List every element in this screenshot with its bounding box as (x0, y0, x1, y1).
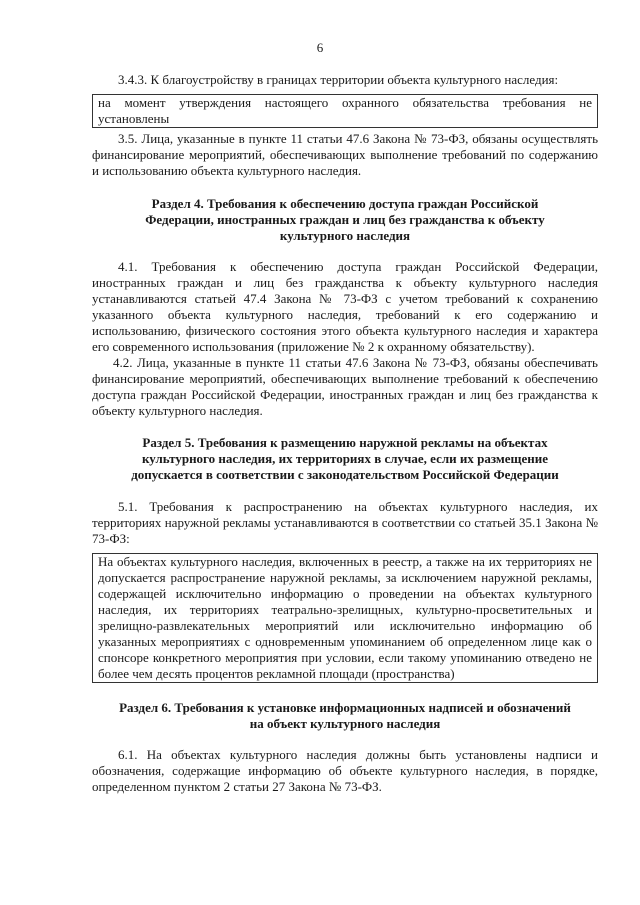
paragraph-3-5: 3.5. Лица, указанные в пункте 11 статьи 47.6 Закона № 73-ФЗ, обязаны осуществлять финансирование мероприятий, обеспечивающих выполнение требований по содержанию и использованию объекта культурного наследия. (92, 131, 598, 178)
document-body (92, 72, 598, 795)
page-number: 6 (316, 40, 324, 55)
paragraph-6-1: 6.1. На объектах культурного наследия должны быть установлены надписи и обозначения, содержащие информацию об объекте культурного наследия, в порядке, определенном пунктом 2 статьи 27 Закона № 73-ФЗ. (92, 747, 598, 794)
paragraph-4-2: 4.2. Лица, указанные в пункте 11 статьи 47.6 Закона № 73-ФЗ, обязаны обеспечивать финансирование мероприятий, обеспечивающих выполнение требований к обеспечению доступа граждан Российской Федерации, иностранных граждан и лиц без гражданства к объекту культурного наследия. (92, 355, 598, 418)
section-4-heading: Раздел 4. Требования к обеспечению доступа граждан Российской Федерации, иностранных граждан и лиц без гражданства к объекту культурного наследия (145, 196, 545, 243)
boxed-text-advertising: На объектах культурного наследия, включенных в реестр, а также на их территориях не допускается распространение наружной рекламы, за исключением наружной рекламы, содержащей исключительно информацию о проведении на объектах культурного наследия, их территориях театрально-зрелищных, культурно-просветительных и зрелищно-развлекательных мероприятий или исключительно информацию об указанных мероприятиях с одновременным упоминанием об определенном лице как о спонсоре конкретного мероприятия при условии, если такому упоминанию отведено не более чем десять процентов рекламной площади (пространства) (92, 553, 598, 683)
section-6-heading: Раздел 6. Требования к установке информационных надписей и обозначений на объект культурного наследия (119, 700, 571, 731)
paragraph-4-1: 4.1. Требования к обеспечению доступа граждан Российской Федерации, иностранных граждан и лиц без гражданства к объекту культурного наследия устанавливаются статьей 47.4 Закона № 73-ФЗ с учетом требований к сохранению указанного объекта культурного наследия, требований к его содержанию и использованию, физического состояния этого объекта культурного наследия и характера его современного использования (приложение № 2 к охранному обязательству). (92, 259, 598, 354)
paragraph-5-1: 5.1. Требования к распространению на объектах культурного наследия, их территориях наружной рекламы устанавливаются в соответствии со статьей 35.1 Закона № 73-ФЗ: (92, 499, 598, 546)
section-5-heading: Раздел 5. Требования к размещению наружной рекламы на объектах культурного наследия, их территориях в случае, если их размещение допускается в соответствии с законодательством Российской Федерации (131, 435, 559, 482)
boxed-text-improvement: на момент утверждения настоящего охранного обязательства требования не установлены (92, 94, 598, 128)
paragraph-3-4-3: 3.4.3. К благоустройству в границах территории объекта культурного наследия: (118, 72, 559, 87)
